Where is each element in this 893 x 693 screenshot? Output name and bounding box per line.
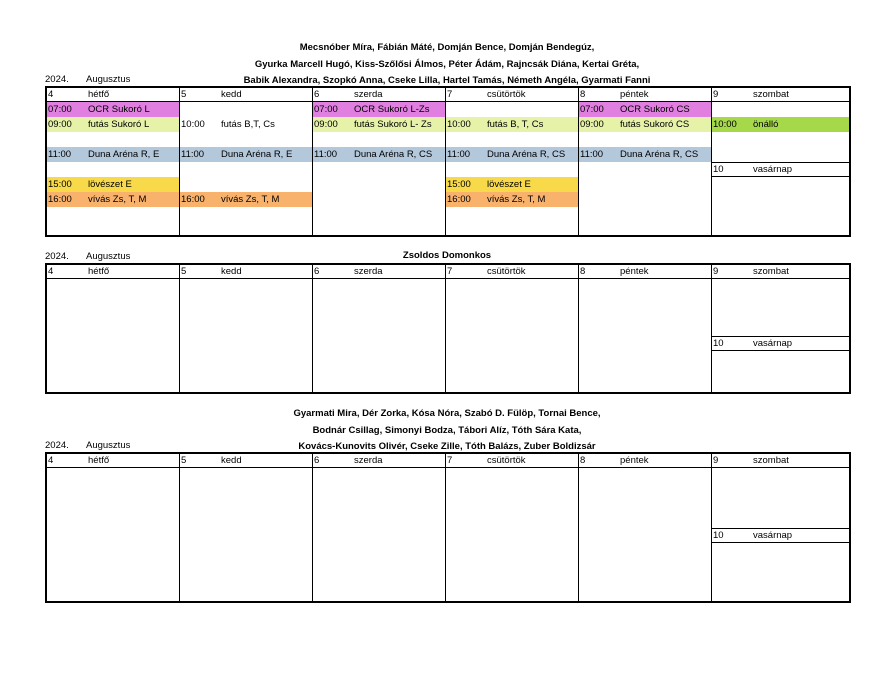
event-desc: lövészet E bbox=[88, 179, 132, 190]
day-name: szerda bbox=[354, 455, 383, 466]
event-vivas[interactable] bbox=[180, 192, 312, 207]
year: 2024. bbox=[45, 74, 69, 85]
event-futas[interactable] bbox=[579, 117, 711, 132]
event-time: 09:00 bbox=[314, 119, 338, 130]
day-name: szombat bbox=[753, 266, 789, 277]
day-column-thursday bbox=[446, 265, 579, 392]
event-desc: lövészet E bbox=[487, 179, 531, 190]
day-header bbox=[313, 265, 445, 279]
day-column-friday bbox=[579, 454, 712, 601]
day-header bbox=[579, 454, 711, 468]
event-time: 16:00 bbox=[48, 194, 72, 205]
day-name: kedd bbox=[221, 266, 242, 277]
day-header bbox=[313, 454, 445, 468]
day-number: 10 bbox=[713, 338, 724, 349]
event-futas[interactable] bbox=[180, 117, 312, 132]
day-name: kedd bbox=[221, 89, 242, 100]
day-number: 9 bbox=[713, 89, 719, 100]
event-time: 10:00 bbox=[447, 119, 471, 130]
day-column-wednesday bbox=[313, 454, 446, 601]
day-number: 8 bbox=[580, 455, 586, 466]
day-number: 6 bbox=[314, 266, 320, 277]
day-name: kedd bbox=[221, 455, 242, 466]
day-number: 9 bbox=[713, 455, 719, 466]
day-name: szombat bbox=[753, 89, 789, 100]
event-ocr[interactable] bbox=[313, 102, 445, 117]
day-number: 8 bbox=[580, 89, 586, 100]
event-time: 11:00 bbox=[181, 149, 205, 160]
day-name: péntek bbox=[620, 266, 649, 277]
event-desc: futás B,T, Cs bbox=[221, 119, 275, 130]
day-name: szerda bbox=[354, 89, 383, 100]
year-month-label-2 bbox=[45, 251, 131, 262]
year-month-label-1 bbox=[45, 74, 131, 85]
event-time: 11:00 bbox=[447, 149, 471, 160]
event-time: 11:00 bbox=[48, 149, 72, 160]
day-column-wednesday bbox=[313, 265, 446, 392]
day-header bbox=[180, 454, 312, 468]
event-futas[interactable] bbox=[446, 117, 578, 132]
day-column-friday bbox=[579, 88, 712, 235]
day-header bbox=[47, 88, 179, 102]
day-column-wednesday bbox=[313, 88, 446, 235]
day-column-thursday bbox=[446, 88, 579, 235]
day-column-tuesday bbox=[180, 454, 313, 601]
event-futas[interactable] bbox=[47, 117, 179, 132]
event-time: 10:00 bbox=[713, 119, 737, 130]
day-name: vasárnap bbox=[753, 338, 793, 349]
day-header bbox=[313, 88, 445, 102]
names-line: Gyarmati Mira, Dér Zorka, Kósa Nóra, Szabó D. Fülöp, Tornai Bence, bbox=[293, 408, 601, 419]
event-duna-arena[interactable] bbox=[313, 147, 445, 162]
event-ocr[interactable] bbox=[579, 102, 711, 117]
day-header bbox=[446, 265, 578, 279]
day-number: 5 bbox=[181, 89, 187, 100]
day-column-weekend bbox=[712, 454, 849, 601]
day-number: 10 bbox=[713, 530, 724, 541]
day-column-friday bbox=[579, 265, 712, 392]
day-number: 5 bbox=[181, 266, 187, 277]
event-desc: önálló bbox=[753, 119, 779, 130]
day-number: 7 bbox=[447, 455, 453, 466]
day-column-monday bbox=[47, 88, 180, 235]
names-line: Babik Alexandra, Szopkó Anna, Cseke Lilla, Hartel Tamás, Németh Angéla, Gyarmati Fanni bbox=[243, 75, 651, 86]
day-name: csütörtök bbox=[487, 266, 526, 277]
day-header bbox=[712, 88, 849, 102]
day-number: 6 bbox=[314, 455, 320, 466]
day-header bbox=[47, 454, 179, 468]
sunday-header bbox=[712, 336, 849, 351]
event-desc: vívás Zs, T, M bbox=[88, 194, 147, 205]
day-name: szerda bbox=[354, 266, 383, 277]
event-time: 15:00 bbox=[48, 179, 72, 190]
day-name: péntek bbox=[620, 89, 649, 100]
event-desc: OCR Sukoró L-Zs bbox=[354, 104, 430, 115]
names-line: Mecsnóber Míra, Fábián Máté, Domján Bence, Domján Bendegúz, bbox=[299, 42, 595, 53]
week-grid-1 bbox=[45, 86, 851, 237]
event-duna-arena[interactable] bbox=[47, 147, 179, 162]
event-futas[interactable] bbox=[313, 117, 445, 132]
event-desc: vívás Zs, T, M bbox=[487, 194, 546, 205]
event-time: 15:00 bbox=[447, 179, 471, 190]
day-header bbox=[712, 454, 849, 468]
person-name: Zsoldos Domonkos bbox=[402, 250, 492, 261]
day-name: vasárnap bbox=[753, 530, 793, 541]
event-time: 07:00 bbox=[48, 104, 72, 115]
day-column-thursday bbox=[446, 454, 579, 601]
sunday-header bbox=[712, 528, 849, 543]
year-month-label-3 bbox=[45, 440, 131, 451]
day-number: 4 bbox=[48, 89, 54, 100]
year: 2024. bbox=[45, 251, 69, 262]
event-desc: vívás Zs, T, M bbox=[221, 194, 280, 205]
day-name: csütörtök bbox=[487, 89, 526, 100]
day-name: csütörtök bbox=[487, 455, 526, 466]
day-number: 8 bbox=[580, 266, 586, 277]
event-ocr[interactable] bbox=[47, 102, 179, 117]
day-name: vasárnap bbox=[753, 164, 793, 175]
event-vivas[interactable] bbox=[47, 192, 179, 207]
month: Augusztus bbox=[86, 74, 131, 85]
event-time: 11:00 bbox=[580, 149, 604, 160]
event-loveszet[interactable] bbox=[47, 177, 179, 192]
day-number: 9 bbox=[713, 266, 719, 277]
month: Augusztus bbox=[86, 251, 131, 262]
event-time: 07:00 bbox=[314, 104, 338, 115]
event-time: 10:00 bbox=[181, 119, 205, 130]
event-time: 16:00 bbox=[447, 194, 471, 205]
event-time: 16:00 bbox=[181, 194, 205, 205]
event-time: 07:00 bbox=[580, 104, 604, 115]
day-column-weekend bbox=[712, 265, 849, 392]
event-desc: OCR Sukoró CS bbox=[620, 104, 690, 115]
event-desc: futás Sukoró L bbox=[88, 119, 150, 130]
event-loveszet[interactable] bbox=[446, 177, 578, 192]
day-number: 5 bbox=[181, 455, 187, 466]
day-number: 4 bbox=[48, 455, 54, 466]
event-time: 09:00 bbox=[48, 119, 72, 130]
day-header bbox=[579, 88, 711, 102]
names-line: Kovács-Kunovits Olivér, Cseke Zille, Tóth Balázs, Zuber Boldizsár bbox=[298, 441, 596, 452]
week-grid-2 bbox=[45, 263, 851, 394]
day-header bbox=[446, 454, 578, 468]
event-desc: Duna Aréna R, CS bbox=[354, 149, 433, 160]
event-duna-arena[interactable] bbox=[180, 147, 312, 162]
event-desc: Duna Aréna R, CS bbox=[620, 149, 699, 160]
day-name: hétfő bbox=[88, 266, 110, 277]
event-desc: Duna Aréna R, CS bbox=[487, 149, 566, 160]
day-name: szombat bbox=[753, 455, 789, 466]
event-duna-arena[interactable] bbox=[579, 147, 711, 162]
day-column-weekend bbox=[712, 88, 849, 235]
event-time: 09:00 bbox=[580, 119, 604, 130]
day-name: hétfő bbox=[88, 455, 110, 466]
day-header bbox=[712, 265, 849, 279]
group-names-3 bbox=[45, 406, 849, 456]
event-duna-arena[interactable] bbox=[446, 147, 578, 162]
day-header bbox=[446, 88, 578, 102]
day-header bbox=[579, 265, 711, 279]
day-header bbox=[47, 265, 179, 279]
day-column-tuesday bbox=[180, 88, 313, 235]
day-name: hétfő bbox=[88, 89, 110, 100]
event-desc: futás Sukoró CS bbox=[620, 119, 690, 130]
day-number: 7 bbox=[447, 89, 453, 100]
event-desc: futás B, T, Cs bbox=[487, 119, 544, 130]
names-line: Gyurka Marcell Hugó, Kiss-Szőlősi Álmos, Péter Ádám, Rajncsák Diána, Kertai Gréta, bbox=[254, 58, 640, 70]
names-line: Bodnár Csillag, Simonyi Bodza, Tábori Alíz, Tóth Sára Kata, bbox=[312, 424, 582, 436]
week-grid-3 bbox=[45, 452, 851, 603]
sunday-header bbox=[712, 162, 849, 177]
day-number: 7 bbox=[447, 266, 453, 277]
day-column-tuesday bbox=[180, 265, 313, 392]
event-vivas[interactable] bbox=[446, 192, 578, 207]
event-desc: Duna Aréna R, E bbox=[88, 149, 160, 160]
event-time: 11:00 bbox=[314, 149, 338, 160]
day-column-monday bbox=[47, 265, 180, 392]
event-desc: OCR Sukoró L bbox=[88, 104, 150, 115]
day-name: péntek bbox=[620, 455, 649, 466]
month: Augusztus bbox=[86, 440, 131, 451]
day-header bbox=[180, 88, 312, 102]
event-onallo[interactable] bbox=[712, 117, 849, 132]
day-header bbox=[180, 265, 312, 279]
day-number: 4 bbox=[48, 266, 54, 277]
event-desc: futás Sukoró L- Zs bbox=[354, 119, 432, 130]
event-desc: Duna Aréna R, E bbox=[221, 149, 293, 160]
day-number: 6 bbox=[314, 89, 320, 100]
year: 2024. bbox=[45, 440, 69, 451]
day-number: 10 bbox=[713, 164, 724, 175]
group-names-1 bbox=[45, 40, 849, 90]
day-column-monday bbox=[47, 454, 180, 601]
